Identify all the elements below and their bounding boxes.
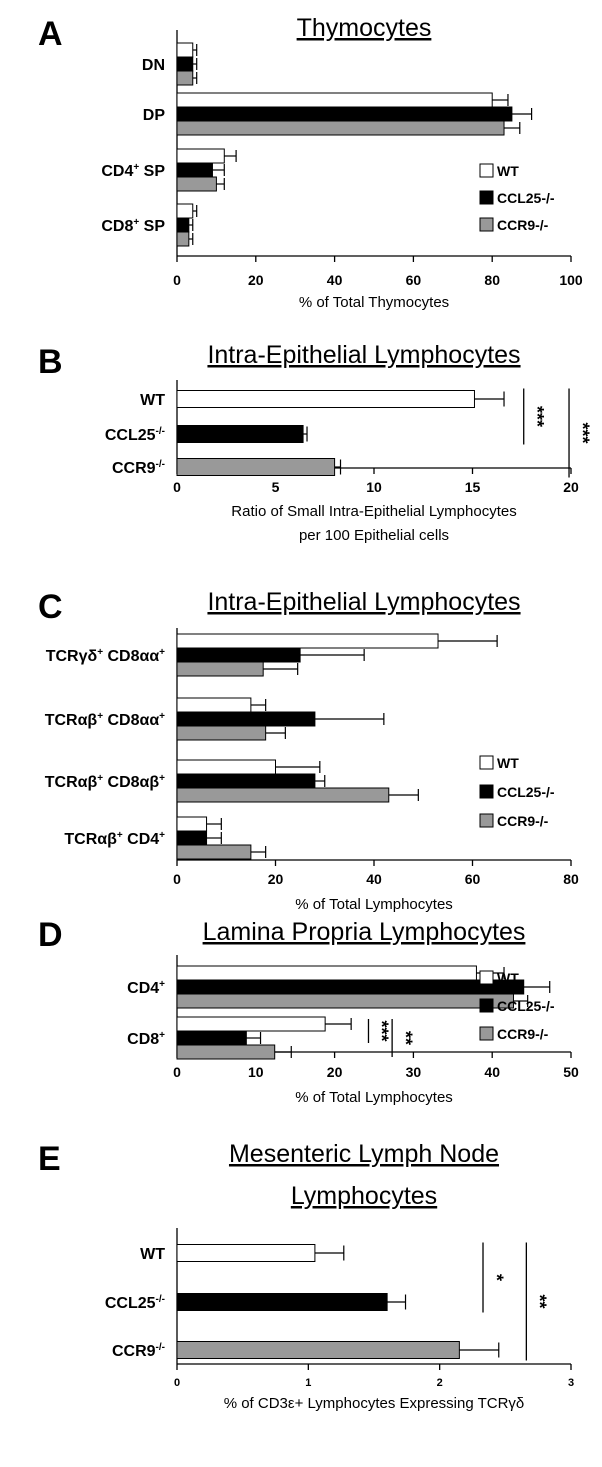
bar: [177, 93, 492, 107]
x-axis-label: % of Total Lymphocytes: [295, 1089, 453, 1106]
bar: [177, 177, 216, 191]
panel-letter: A: [38, 15, 63, 53]
legend-label: WT: [497, 970, 519, 986]
x-tick-label: 0: [173, 871, 181, 887]
category-label: [143, 107, 166, 124]
category-label-sup: +: [159, 711, 165, 722]
category-label-part: SP: [139, 218, 165, 235]
category-label-part: WT: [140, 1246, 165, 1263]
bar: [177, 1294, 387, 1311]
bar: [177, 760, 276, 774]
panel-c: [38, 588, 579, 913]
x-tick-label: 0: [173, 479, 181, 495]
x-tick-label: 80: [563, 871, 579, 887]
panel-title: Intra-Epithelial Lymphocytes: [207, 588, 521, 616]
bar: [177, 994, 513, 1008]
x-tick-label: 0: [173, 272, 181, 288]
bar: [177, 391, 474, 408]
category-label: [140, 1246, 165, 1263]
legend-label: CCL25-/-: [497, 784, 555, 800]
category-label: [127, 979, 165, 997]
category-label-sup: +: [97, 711, 104, 722]
bar: [177, 71, 193, 85]
significance-label: ***: [572, 422, 593, 444]
x-axis-label: % of Total Lymphocytes: [295, 896, 453, 913]
bar: [177, 966, 476, 980]
x-tick-label: 20: [563, 479, 579, 495]
x-axis-label: Ratio of Small Intra-Epithelial Lymphocytes: [231, 503, 517, 520]
panel-d: [38, 916, 579, 1106]
category-label-sup: +: [133, 217, 140, 228]
significance-label: **: [395, 1030, 416, 1046]
category-label-sup: -/-: [155, 426, 165, 437]
category-label-part: CD8αα: [103, 648, 160, 665]
legend-label: WT: [497, 163, 519, 179]
category-label: [140, 392, 165, 409]
x-tick-label: 80: [484, 272, 500, 288]
bar: [177, 817, 207, 831]
category-label: [142, 57, 165, 74]
x-tick-label: 10: [366, 479, 382, 495]
category-label-part: CCR9: [111, 1343, 156, 1360]
panel-title: Lamina Propria Lymphocytes: [202, 918, 526, 946]
panel-letter: D: [38, 916, 63, 954]
category-label-sup: +: [97, 647, 104, 658]
bar: [177, 698, 251, 712]
legend-swatch: [480, 971, 493, 984]
category-label-sup: +: [159, 830, 165, 841]
panel-e: [38, 1140, 574, 1412]
category-label: [112, 459, 165, 477]
x-tick-label: 2: [436, 1377, 443, 1389]
bar: [177, 121, 504, 135]
category-label-sup: +: [133, 162, 140, 173]
category-label-part: CD8αβ: [103, 774, 160, 791]
category-label-part: CD8: [127, 1031, 160, 1048]
category-label-part: CD4: [127, 980, 160, 997]
legend-label: CCR9-/-: [497, 813, 549, 829]
bar: [177, 426, 303, 443]
category-label-sup: -/-: [155, 459, 165, 470]
panel-title: Lymphocytes: [290, 1182, 438, 1210]
category-label-part: WT: [140, 392, 165, 409]
category-label: [112, 1342, 165, 1360]
category-label-sup: +: [116, 830, 123, 841]
legend-label: CCR9-/-: [497, 1026, 549, 1042]
x-tick-label: 40: [366, 871, 382, 887]
bar: [177, 648, 300, 662]
legend-swatch: [480, 164, 493, 177]
x-tick-label: 15: [464, 479, 481, 495]
legend-swatch: [480, 1027, 493, 1040]
legend-swatch: [480, 814, 493, 827]
x-axis-label: per 100 Epithelial cells: [298, 527, 450, 544]
significance-label: ***: [526, 405, 547, 428]
bar: [177, 774, 315, 788]
category-label-sup: +: [159, 979, 165, 990]
category-label-part: DN: [141, 57, 165, 74]
category-label-part: CD8αα: [103, 712, 160, 729]
category-label-part: CCL25: [104, 1295, 156, 1312]
category-label-sup: +: [159, 647, 165, 658]
bar: [177, 831, 207, 845]
x-tick-label: 20: [326, 1064, 343, 1080]
category-label-sup: +: [159, 1030, 165, 1041]
bar: [177, 712, 315, 726]
significance-label: ***: [371, 1020, 392, 1042]
legend-swatch: [480, 191, 493, 204]
x-tick-label: 40: [484, 1064, 500, 1080]
panel-title: Thymocytes: [296, 14, 432, 42]
x-tick-label: 50: [563, 1064, 579, 1080]
category-label-part: CCR9: [111, 460, 156, 477]
panel-title: Intra-Epithelial Lymphocytes: [207, 341, 521, 369]
category-label: [127, 1030, 165, 1048]
x-tick-label: 20: [267, 871, 284, 887]
x-tick-label: 60: [405, 272, 422, 288]
legend-label: CCL25-/-: [497, 190, 555, 206]
category-label-part: SP: [139, 163, 165, 180]
bar: [177, 163, 212, 177]
category-label-part: CD4: [101, 163, 134, 180]
bar: [177, 57, 193, 71]
bar: [177, 232, 189, 246]
bar: [177, 1045, 275, 1059]
bar: [177, 1031, 246, 1045]
x-tick-label: 40: [326, 272, 343, 288]
category-label-sup: -/-: [155, 1342, 165, 1353]
bar: [177, 149, 224, 163]
bar: [177, 459, 335, 476]
legend-label: WT: [497, 755, 519, 771]
legend-swatch: [480, 785, 493, 798]
category-label: [64, 830, 165, 848]
panel-letter: E: [38, 1140, 61, 1178]
category-label-part: CCL25: [104, 427, 156, 444]
legend-label: CCR9-/-: [497, 217, 549, 233]
bar: [177, 1245, 315, 1262]
category-label: [45, 773, 165, 791]
category-label-part: TCRγδ: [45, 648, 98, 665]
bar: [177, 43, 193, 57]
bar: [177, 726, 266, 740]
x-tick-label: 20: [248, 272, 264, 288]
bar: [177, 218, 189, 232]
x-tick-label: 1: [305, 1377, 312, 1389]
legend-swatch: [480, 999, 493, 1012]
x-tick-label: 0: [173, 1064, 181, 1080]
bar: [177, 107, 512, 121]
bar: [177, 788, 389, 802]
significance-label: **: [529, 1294, 550, 1309]
category-label-sup: +: [97, 773, 104, 784]
x-tick-label: 0: [173, 1377, 181, 1389]
bar: [177, 1342, 459, 1359]
category-label: [105, 426, 165, 444]
category-label-part: CD8: [101, 218, 134, 235]
category-label: [101, 217, 165, 235]
significance-label: *: [486, 1273, 507, 1282]
legend-label: CCL25-/-: [497, 998, 555, 1014]
x-tick-label: 10: [248, 1064, 264, 1080]
category-label-sup: -/-: [155, 1294, 165, 1305]
bar: [177, 634, 438, 648]
legend-swatch: [480, 756, 493, 769]
category-label-part: TCRαβ: [44, 712, 98, 729]
bar: [177, 845, 251, 859]
bar: [177, 204, 193, 218]
category-label: [105, 1294, 165, 1312]
legend-swatch: [480, 218, 493, 231]
panel-title: Mesenteric Lymph Node: [228, 1140, 500, 1168]
bar: [177, 980, 524, 994]
panel-b: [38, 341, 592, 544]
bar: [177, 662, 263, 676]
panel-letter: B: [38, 343, 63, 381]
x-tick-label: 30: [405, 1064, 422, 1080]
x-tick-label: 100: [559, 272, 583, 288]
category-label-part: CD4: [122, 831, 160, 848]
category-label-part: TCRαβ: [44, 774, 98, 791]
x-axis-label: % of CD3ε+ Lymphocytes Expressing TCRγδ: [223, 1395, 525, 1412]
category-label: [46, 647, 165, 665]
x-tick-label: 3: [567, 1377, 575, 1389]
category-label-part: DP: [142, 107, 165, 124]
panel-letter: C: [38, 588, 63, 626]
bar: [177, 1017, 325, 1031]
category-label: [45, 711, 165, 729]
panel-a: [38, 14, 583, 311]
category-label: [101, 162, 165, 180]
x-axis-label: % of Total Thymocytes: [298, 294, 450, 311]
category-label-sup: +: [159, 773, 165, 784]
x-tick-label: 60: [464, 871, 481, 887]
x-tick-label: 5: [271, 479, 280, 495]
category-label-part: TCRαβ: [64, 831, 117, 848]
